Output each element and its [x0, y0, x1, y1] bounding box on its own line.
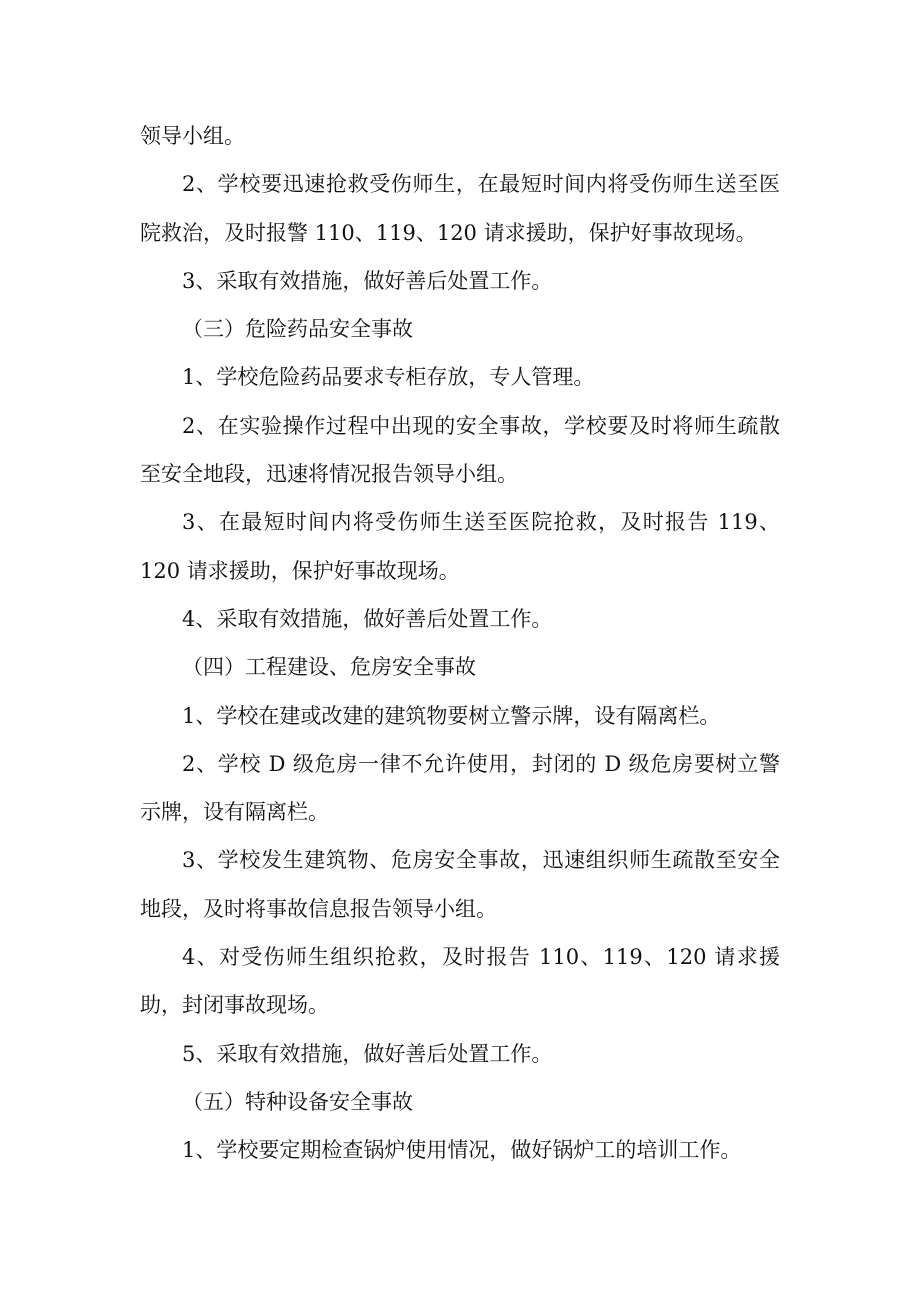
- list-item: 5、采取有效措施，做好善后处置工作。: [182, 1041, 553, 1066]
- list-item: 3、学校发生建筑物、危房安全事故，迅速组织师生疏散至安全地段，及时将事故信息报告领导小组。: [140, 848, 780, 921]
- list-item: 2、在实验操作过程中出现的安全事故，学校要及时将师生疏散至安全地段，迅速将情况报告领导小组。: [140, 413, 780, 487]
- list-item: 4、对受伤师生组织抢救，及时报告 110、119、120 请求援助，封闭事故现场。: [140, 945, 780, 1018]
- list-item: 3、采取有效措施，做好善后处置工作。: [182, 268, 553, 293]
- list-item: 1、学校在建或改建的建筑物要树立警示牌，设有隔离栏。: [182, 703, 721, 728]
- paragraph-continuation: 领导小组。: [140, 124, 245, 148]
- list-item: 3、在最短时间内将受伤师生送至医院抢救，及时报告 119、120 请求援助，保护好事故现场。: [140, 510, 780, 583]
- list-item: 1、学校要定期检查锅炉使用情况，做好锅炉工的培训工作。: [182, 1138, 742, 1163]
- list-item: 1、学校危险药品要求专柜存放，专人管理。: [182, 365, 595, 390]
- list-item: 2、学校要迅速抢救受伤师生，在最短时间内将受伤师生送至医院救治，及时报警 110、119、120 请求援助，保护好事故现场。: [140, 172, 780, 245]
- list-item: 4、采取有效措施，做好善后处置工作。: [182, 606, 553, 631]
- document-body: [140, 112, 780, 1175]
- section-heading-4: （四）工程建设、危房安全事故: [182, 655, 476, 680]
- list-item: 2、学校 D 级危房一律不允许使用，封闭的 D 级危房要树立警示牌，设有隔离栏。: [140, 751, 780, 825]
- section-heading-3: （三）危险药品安全事故: [182, 317, 413, 342]
- section-heading-5: （五）特种设备安全事故: [182, 1089, 413, 1114]
